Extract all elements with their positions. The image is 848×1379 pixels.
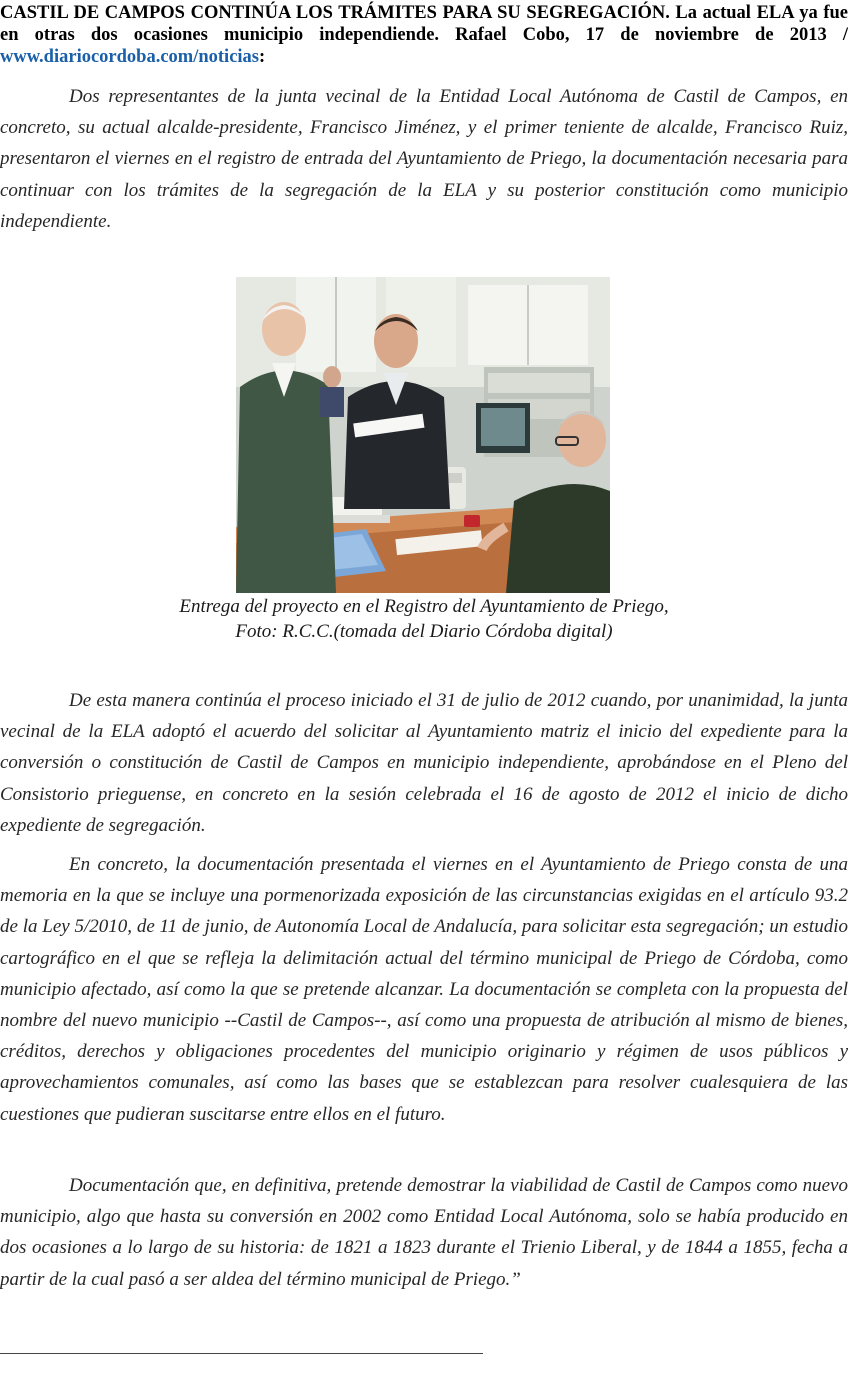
article-headline [0,2,848,68]
footnote-separator [0,1353,483,1354]
paragraph-documentation: En concreto, la documentación presentada el viernes en el Ayuntamiento de Priego consta de una memoria en la que se incluye una pormenorizada exposición de las circunstancias exigidas en el artículo 93.2 de la Ley 5/2010, de 11 de junio, de Autonomía Local de Andalucía, para solicitar esta segregación; un estudio cartográfico en el que se refleja la delimitación actual del término municipal de Priego de Córdoba, como municipio afectado, así como la que se pretende alcanzar. La documentación se completa con la propuesta del nombre del nuevo municipio --Castil de Campos--, así como una propuesta de atribución al mismo de bienes, créditos, derechos y obligaciones procedentes del municipio originario y régimen de usos públicos y aprovechamientos comunales, así como las bases que se establezcan para resolver cualesquiera de las cuestiones que pudieran suscitarse entre ellos en el futuro. [0,854,848,1125]
headline-text: CASTIL DE CAMPOS CONTINÚA LOS TRÁMITES PARA SU SEGREGACIÓN. La actual ELA ya fue en otras dos ocasiones municipio independiende. Rafael Cobo, 17 de noviembre de 2013 / [0,3,848,45]
paragraph-intro: Dos representantes de la junta vecinal de la Entidad Local Autónoma de Castil de Campos, en concreto, su actual alcalde-presidente, Francisco Jiménez, y el primer teniente de alcalde, Francisco Ruiz, presentaron el viernes en el registro de entrada del Ayuntamiento de Priego, la documentación necesaria para continuar con los trámites de la segregación de la ELA y su posterior constitución como municipio independiente. [0,86,848,232]
photo-caption [0,594,848,644]
source-link[interactable]: www.diariocordoba.com/noticias [0,47,259,67]
paragraph-conclusion: Documentación que, en definitiva, pretende demostrar la viabilidad de Castil de Campos como nuevo municipio, algo que hasta su conversión en 2002 como Entidad Local Autónoma, solo se había producido en dos ocasiones a lo largo de su historia: de 1821 a 1823 durante el Trienio Liberal, y de 1844 a 1855, fecha a partir de la cual pasó a ser aldea del término municipal de Priego.” [0,1175,848,1290]
caption-line-1: Entrega del proyecto en el Registro del Ayuntamiento de Priego, [179,596,669,617]
caption-line-2: Foto: R.C.C.(tomada del Diario Córdoba digital) [235,621,613,642]
news-photo [236,277,610,593]
paragraph-process: De esta manera continúa el proceso iniciado el 31 de julio de 2012 cuando, por unanimidad, la junta vecinal de la ELA adoptó el acuerdo del solicitar al Ayuntamiento matriz el inicio del expediente para la conversión o constitución de Castil de Campos en municipio independiente, aprobándose en el Pleno del Consistorio prieguense, en concreto en la sesión celebrada el 16 de agosto de 2012 el inicio de dicho expediente de segregación. [0,690,848,836]
headline-colon: : [259,47,266,67]
